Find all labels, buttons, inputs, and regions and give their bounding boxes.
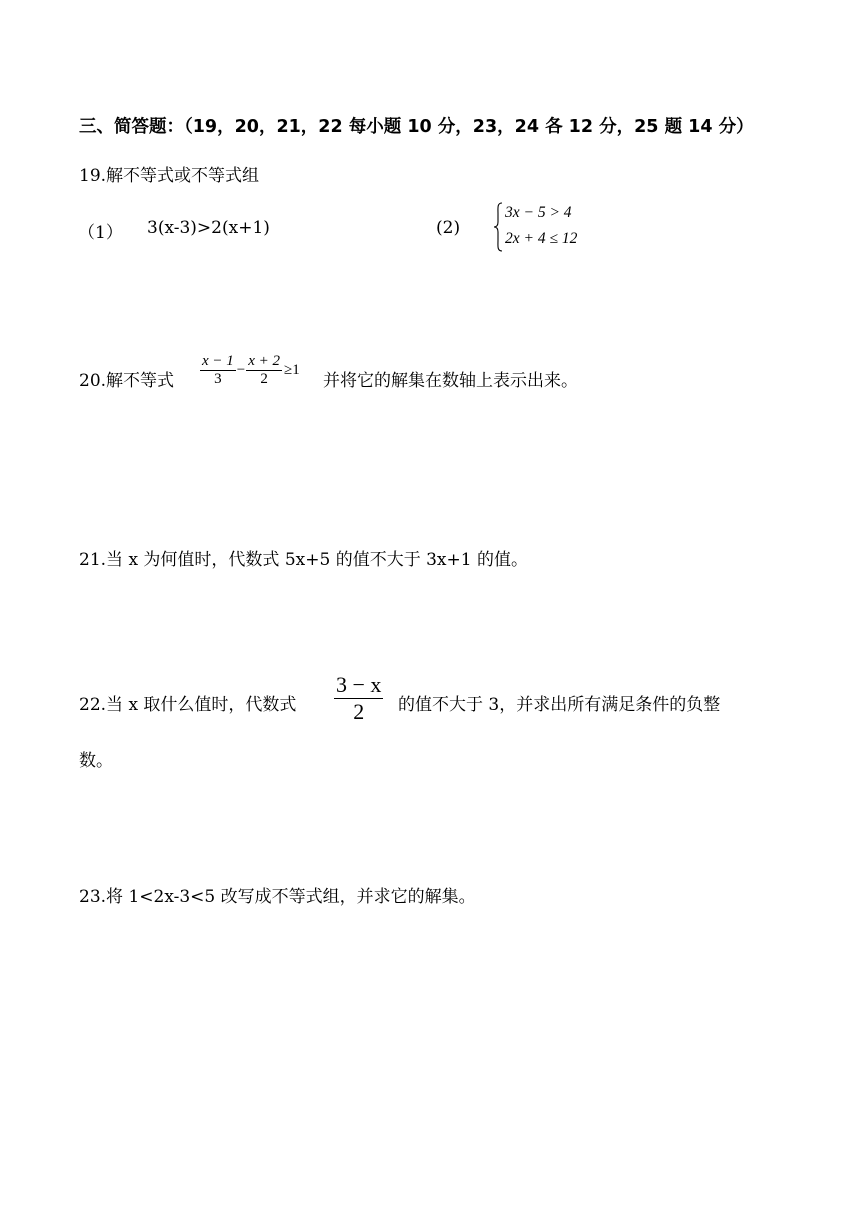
fraction-denominator: 3 (214, 371, 222, 387)
fraction-denominator: 2 (260, 371, 268, 387)
question-21-text: 21.当 x 为何值时，代数式 5x+5 的值不大于 3x+1 的值。 (79, 550, 528, 570)
question-20-suffix: 并将它的解集在数轴上表示出来。 (323, 371, 578, 391)
fraction-numerator: 3 − x (336, 672, 382, 697)
question-19-part2-label: (2) (436, 218, 461, 238)
fraction-3-minus-x-over-2 (334, 672, 383, 725)
question-20-prefix: 20.解不等式 (79, 371, 175, 391)
question-19-prompt: 19.解不等式或不等式组 (79, 166, 260, 186)
question-22-continuation: 数。 (79, 751, 113, 771)
question-20-inequality (200, 353, 300, 388)
system-row-1: 3x − 5 > 4 (505, 204, 572, 221)
fraction-x-minus-1-over-3 (200, 353, 236, 388)
section-title: 三、简答题：（19，20，21，22 每小题 10 分，23，24 各 12 分，25 题 14 分） (79, 117, 754, 137)
minus-sign: − (236, 362, 246, 378)
left-brace-icon (492, 202, 504, 252)
fraction-numerator: x + 2 (248, 353, 281, 369)
question-23-text: 23.将 1<2x-3<5 改写成不等式组，并求它的解集。 (79, 887, 476, 907)
fraction-denominator: 2 (353, 699, 365, 724)
question-22-fraction (334, 672, 383, 725)
question-19-inequality-system (492, 202, 602, 254)
question-19-part1-expression: 3(x-3)>2(x+1) (147, 218, 270, 238)
question-22-suffix: 的值不大于 3，并求出所有满足条件的负整 (398, 695, 721, 715)
system-row-2: 2x + 4 ≤ 12 (505, 230, 578, 247)
fraction-x-plus-2-over-2 (246, 353, 282, 388)
question-19-part1-label: （1） (78, 223, 123, 243)
question-22-prefix: 22.当 x 取什么值时，代数式 (79, 695, 297, 715)
relation-geq-1: ≥1 (284, 362, 300, 378)
fraction-numerator: x − 1 (202, 353, 234, 369)
